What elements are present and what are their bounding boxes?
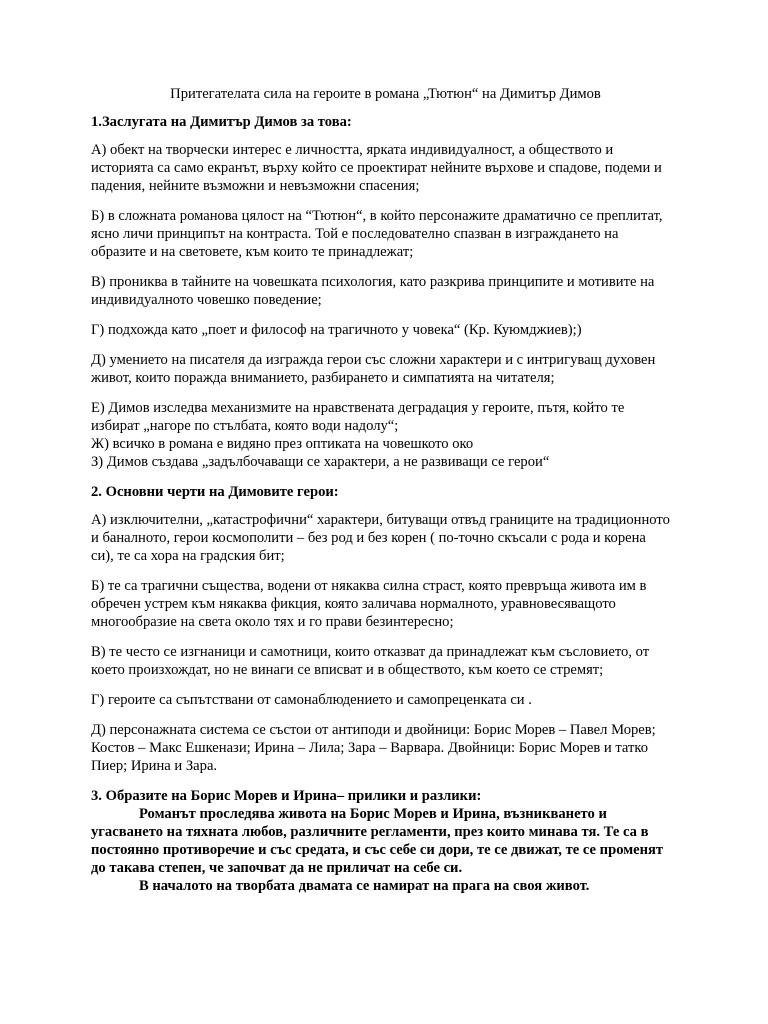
section-1-item-d: Д) умението на писателя да изгражда герои със сложни характери и с интригуващ духовен живот, които поражда вниманието, разбирането и симпатията на читателя; — [91, 352, 656, 386]
section-2-item-d: Д) персонажната система се състои от антиподи и двойници: Борис Морев – Павел Морев; Костов – Макс Ешкенази; Ирина – Лила; Зара – Варвара. Двойници: Борис Морев и татко Пиер; Ирина и Зара. — [91, 722, 656, 774]
section-1-item-g: Г) подхожда като „поет и философ на трагичното у човека“ (Кр. Куюмджиев);) — [91, 322, 582, 338]
section-2-heading: 2. Основни черти на Димовите герои: — [91, 484, 339, 500]
section-2-item-a: А) изключителни, „катастрофични“ характери, битуващи отвъд границите на традиционното и баналното, герои космополити – без род и без корен ( по-точно скъсали с рода и корена си), те са хора на градския бит; — [91, 512, 670, 564]
section-2-item-v: В) те често се изгнаници и самотници, които отказват да принадлежат към съсловието, от което произхождат, но не винаги се вписват и в обществото, към което се стремят; — [91, 644, 650, 678]
section-3 — [91, 787, 672, 895]
section-1-item-zh: Ж) всичко в романа е видяно през оптиката на човешкото око — [91, 436, 474, 452]
section-1-heading: 1.Заслугата на Димитър Димов за това: — [91, 114, 352, 130]
section-3-paragraph-2: В началото на творбата двамата се намират на прага на своя живот. — [139, 878, 590, 894]
section-1-item-e: Е) Димов изследва механизмите на нравствената деградация у героите, пътя, който те избират „нагоре по стълбата, която води надолу“; — [91, 400, 625, 434]
section-3-heading: 3. Образите на Борис Морев и Ирина– прилики и разлики: — [91, 788, 482, 804]
section-1-item-a: А) обект на творчески интерес е личността, ярката индивидуалност, а обществото и историята са само екранът, върху който се проектират нейните върхове и спадове, подеми и падения, нейните възможни и невъзможни спасения; — [91, 142, 662, 194]
section-3-paragraph-1: Романът проследява живота на Борис Морев и Ирина, възникването и угасването на тяхната любов, различните регламенти, през които минава тя. Те са в постоянно противоречие и със средата, и със себе си дори, те се движат, те се променят до такава степен, че започват да не приличат на себе си. — [91, 806, 664, 876]
section-2-item-b: Б) те са трагични същества, водени от някаква силна страст, която превръща живота им в обречен устрем към някаква фикция, която заличава нормалното, уравновесяващото многообразие на света около тях и го прави безинтересно; — [91, 578, 647, 630]
section-1-item-z: З) Димов създава „задълбочаващи се характери, а не развиващи се герои“ — [91, 454, 550, 470]
section-1-item-v: В) прониква в тайните на човешката психология, като разкрива принципите и мотивите на индивидуалното човешко поведение; — [91, 274, 655, 308]
document-title: Притегателата сила на героите в романа „Тютюн“ на Димитър Димов — [170, 86, 601, 102]
section-1-item-b: Б) в сложната романова цялост на “Тютюн“, в който персонажите драматично се преплитат, ясно личи принципът на контраста. Той е последователно спазван в изграждането на образите и на световете, към които те принадлежат; — [91, 208, 663, 260]
section-2-item-g: Г) героите са съпътствани от самонаблюдението и самопреценката си . — [91, 692, 532, 708]
